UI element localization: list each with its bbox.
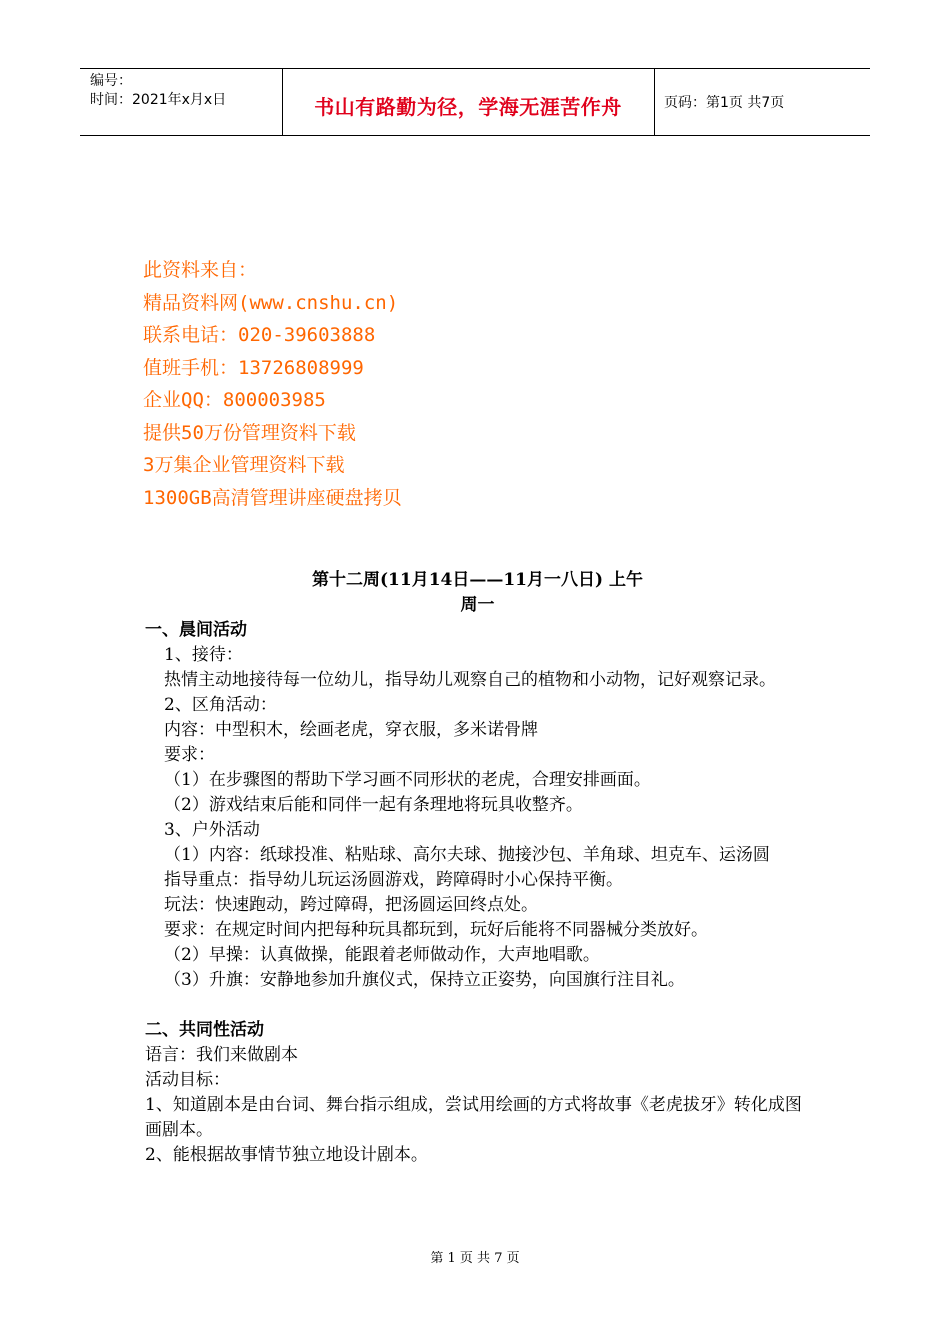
list-item: 2、能根据故事情节独立地设计剧本。 [145, 1145, 428, 1165]
source-line: 企业QQ：800003985 [143, 389, 326, 411]
list-item: 1、知道剧本是由台词、舞台指示组成，尝试用绘画的方式将故事《老虎拔牙》转化成图画剧本。 [145, 1095, 802, 1140]
paragraph: 活动目标： [145, 1070, 230, 1090]
source-info-block [143, 254, 402, 514]
paragraph: 语言：我们来做剧本 [145, 1045, 298, 1065]
paragraph: 要求： [164, 745, 215, 765]
page-label: 页码：第1页 共7页 [664, 95, 785, 111]
motto: 书山有路勤为径，学海无涯苦作舟 [314, 95, 622, 119]
list-item: （3）升旗：安静地参加升旗仪式，保持立正姿势，向国旗行注目礼。 [164, 970, 685, 990]
spacer [145, 993, 810, 1018]
section-heading: 二、共同性活动 [145, 1020, 264, 1040]
paragraph: 要求：在规定时间内把每种玩具都玩到，玩好后能将不同器械分类放好。 [164, 920, 708, 940]
date-label: 时间：2021年x月x日 [90, 92, 227, 108]
number-label: 编号： [90, 73, 132, 89]
source-line: 精品资料网(www.cnshu.cn) [143, 291, 399, 314]
source-line: 此资料来自： [143, 259, 258, 281]
document-body [145, 568, 810, 1168]
subheading: 1、接待： [164, 645, 243, 665]
list-item: （2）游戏结束后能和同伴一起有条理地将玩具收整齐。 [164, 795, 583, 815]
header-center-cell [282, 69, 655, 135]
subheading: 2、区角活动： [164, 695, 277, 715]
source-line: 联系电话：020-39603888 [143, 324, 376, 346]
section-heading: 一、晨间活动 [145, 620, 247, 640]
paragraph: 玩法：快速跑动，跨过障碍，把汤圆运回终点处。 [164, 895, 538, 915]
list-item: （1）内容：纸球投准、粘贴球、高尔夫球、抛接沙包、羊角球、坦克车、运汤圆 [164, 845, 770, 865]
paragraph: 热情主动地接待每一位幼儿，指导幼儿观察自己的植物和小动物，记好观察记录。 [164, 670, 776, 690]
header-right-cell [654, 69, 870, 135]
page-footer: 第 1 页 共 7 页 [430, 1251, 520, 1266]
day-title: 周一 [460, 595, 495, 615]
paragraph: 内容：中型积木，绘画老虎，穿衣服，多米诺骨牌 [164, 720, 538, 740]
subheading: 3、户外活动 [164, 820, 260, 840]
header-table [80, 68, 870, 136]
list-item: （1）在步骤图的帮助下学习画不同形状的老虎，合理安排画面。 [164, 770, 651, 790]
list-item: （2）早操：认真做操，能跟着老师做动作，大声地唱歌。 [164, 945, 600, 965]
source-line: 3万集企业管理资料下载 [143, 454, 345, 476]
week-title: 第十二周(11月14日——11月一八日) 上午 [312, 570, 643, 590]
source-line: 提供50万份管理资料下载 [143, 421, 356, 444]
paragraph: 指导重点：指导幼儿玩运汤圆游戏，跨障碍时小心保持平衡。 [164, 870, 623, 890]
header-left-cell [80, 69, 283, 135]
source-line: 值班手机：13726808999 [143, 356, 364, 379]
source-line: 1300GB高清管理讲座硬盘拷贝 [143, 486, 402, 509]
